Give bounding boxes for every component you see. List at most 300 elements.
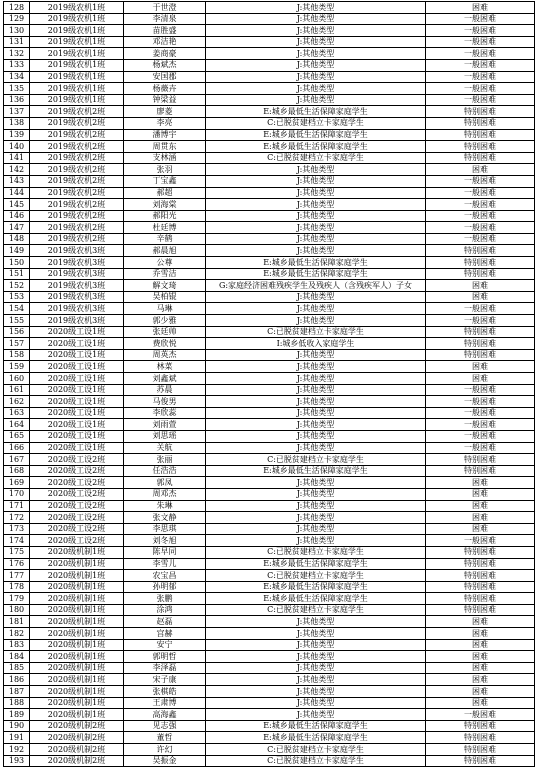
table-row [4, 744, 535, 756]
table-row [4, 546, 535, 558]
row-number-cell: 132 [4, 48, 30, 60]
name-cell: 孙明郁 [124, 581, 206, 593]
category-cell: J:其他类型 [206, 222, 426, 234]
name-cell: 杨斌杰 [124, 59, 206, 71]
difficulty-level-cell: 特别困难 [426, 755, 535, 767]
row-number-cell: 183 [4, 639, 30, 651]
class-cell: 2019级农机1班 [30, 48, 124, 60]
table-row [4, 581, 535, 593]
difficulty-level-cell: 一般困难 [426, 199, 535, 211]
row-number-cell: 142 [4, 164, 30, 176]
table-row [4, 396, 535, 408]
row-number-cell: 135 [4, 83, 30, 95]
name-cell: 郝超 [124, 187, 206, 199]
row-number-cell: 192 [4, 744, 30, 756]
category-cell: C:已脱贫建档立卡家庭学生 [206, 117, 426, 129]
difficulty-level-cell: 一般困难 [426, 233, 535, 245]
row-number-cell: 153 [4, 291, 30, 303]
name-cell: 林菜 [124, 361, 206, 373]
difficulty-level-cell: 一般困难 [426, 396, 535, 408]
difficulty-level-cell: 一般困难 [426, 25, 535, 37]
name-cell: 刘海棠 [124, 199, 206, 211]
class-cell: 2020级工设2班 [30, 465, 124, 477]
name-cell: 安国郡 [124, 71, 206, 83]
difficulty-level-cell: 一般困难 [426, 83, 535, 95]
difficulty-level-cell: 特别困难 [426, 604, 535, 616]
row-number-cell: 175 [4, 546, 30, 558]
difficulty-level-cell: 困难 [426, 477, 535, 489]
name-cell: 关航 [124, 442, 206, 454]
name-cell: 费欣悦 [124, 338, 206, 350]
name-cell: 周英杰 [124, 349, 206, 361]
table-row [4, 141, 535, 153]
class-cell: 2020级工设2班 [30, 500, 124, 512]
class-cell: 2019级农机2班 [30, 141, 124, 153]
category-cell: C:已脱贫建档立卡家庭学生 [206, 326, 426, 338]
table-row [4, 442, 535, 454]
row-number-cell: 154 [4, 303, 30, 315]
row-number-cell: 141 [4, 152, 30, 164]
difficulty-level-cell: 特别困难 [426, 581, 535, 593]
row-number-cell: 134 [4, 71, 30, 83]
category-cell: J:其他类型 [206, 628, 426, 640]
table-row [4, 233, 535, 245]
row-number-cell: 138 [4, 117, 30, 129]
row-number-cell: 128 [4, 2, 30, 14]
table-row [4, 13, 535, 25]
class-cell: 2019级农机3班 [30, 268, 124, 280]
class-cell: 2020级机制2班 [30, 732, 124, 744]
table-row [4, 488, 535, 500]
class-cell: 2020级机制1班 [30, 709, 124, 721]
row-number-cell: 139 [4, 129, 30, 141]
name-cell: 马琳 [124, 303, 206, 315]
category-cell: E:城乡最低生活保障家庭学生 [206, 106, 426, 118]
table-row [4, 175, 535, 187]
difficulty-level-cell: 特别困难 [426, 245, 535, 257]
table-row [4, 373, 535, 385]
name-cell: 廖菱 [124, 106, 206, 118]
name-cell: 张棋皓 [124, 686, 206, 698]
name-cell: 刘鑫斌 [124, 373, 206, 385]
category-cell: J:其他类型 [206, 303, 426, 315]
difficulty-level-cell: 特别困难 [426, 465, 535, 477]
row-number-cell: 189 [4, 709, 30, 721]
difficulty-level-cell: 一般困难 [426, 94, 535, 106]
table-row [4, 454, 535, 466]
class-cell: 2020级机制1班 [30, 686, 124, 698]
class-cell: 2020级工设1班 [30, 407, 124, 419]
category-cell: J:其他类型 [206, 349, 426, 361]
name-cell: 郭明哲 [124, 651, 206, 663]
category-cell: J:其他类型 [206, 442, 426, 454]
category-cell: J:其他类型 [206, 430, 426, 442]
difficulty-level-cell: 困难 [426, 616, 535, 628]
name-cell: 郝晨旭 [124, 245, 206, 257]
name-cell: 杜廷博 [124, 222, 206, 234]
category-cell: J:其他类型 [206, 83, 426, 95]
difficulty-level-cell: 特别困难 [426, 454, 535, 466]
name-cell: 郝阳光 [124, 210, 206, 222]
difficulty-level-cell: 特别困难 [426, 141, 535, 153]
difficulty-level-cell: 一般困难 [426, 315, 535, 327]
class-cell: 2019级农机1班 [30, 71, 124, 83]
name-cell: 公尊 [124, 257, 206, 269]
class-cell: 2020级机制1班 [30, 674, 124, 686]
table-row [4, 604, 535, 616]
name-cell: 任浩浩 [124, 465, 206, 477]
name-cell: 邓洁艳 [124, 36, 206, 48]
table-row [4, 570, 535, 582]
table-row [4, 94, 535, 106]
name-cell: 马俊男 [124, 396, 206, 408]
category-cell: E:城乡最低生活保障家庭学生 [206, 129, 426, 141]
class-cell: 2020级工设1班 [30, 430, 124, 442]
difficulty-level-cell: 困难 [426, 639, 535, 651]
class-cell: 2020级机制1班 [30, 546, 124, 558]
name-cell: 李清泉 [124, 13, 206, 25]
category-cell: I:城乡低收入家庭学生 [206, 338, 426, 350]
student-aid-table [3, 1, 535, 767]
class-cell: 2019级农机2班 [30, 129, 124, 141]
difficulty-level-cell: 一般困难 [426, 175, 535, 187]
difficulty-level-cell: 一般困难 [426, 59, 535, 71]
difficulty-level-cell: 特别困难 [426, 106, 535, 118]
category-cell: J:其他类型 [206, 291, 426, 303]
category-cell: J:其他类型 [206, 396, 426, 408]
class-cell: 2020级工设2班 [30, 477, 124, 489]
row-number-cell: 130 [4, 25, 30, 37]
row-number-cell: 177 [4, 570, 30, 582]
name-cell: 董哲 [124, 732, 206, 744]
row-number-cell: 178 [4, 581, 30, 593]
difficulty-level-cell: 一般困难 [426, 442, 535, 454]
row-number-cell: 184 [4, 651, 30, 663]
category-cell: J:其他类型 [206, 25, 426, 37]
row-number-cell: 186 [4, 674, 30, 686]
table-row [4, 500, 535, 512]
name-cell: 潘博宇 [124, 129, 206, 141]
difficulty-level-cell: 困难 [426, 686, 535, 698]
row-number-cell: 157 [4, 338, 30, 350]
class-cell: 2019级农机1班 [30, 2, 124, 14]
row-number-cell: 159 [4, 361, 30, 373]
difficulty-level-cell: 困难 [426, 697, 535, 709]
name-cell: 赵磊 [124, 616, 206, 628]
class-cell: 2019级农机1班 [30, 94, 124, 106]
category-cell: J:其他类型 [206, 697, 426, 709]
name-cell: 李泽磊 [124, 662, 206, 674]
class-cell: 2019级农机1班 [30, 59, 124, 71]
table-row [4, 651, 535, 663]
category-cell: J:其他类型 [206, 13, 426, 25]
class-cell: 2019级农机2班 [30, 175, 124, 187]
category-cell: E:城乡最低生活保障家庭学生 [206, 720, 426, 732]
table-row [4, 315, 535, 327]
class-cell: 2020级工设2班 [30, 488, 124, 500]
class-cell: 2019级农机2班 [30, 222, 124, 234]
name-cell: 高海鑫 [124, 709, 206, 721]
class-cell: 2020级机制1班 [30, 581, 124, 593]
category-cell: J:其他类型 [206, 419, 426, 431]
table-row [4, 129, 535, 141]
category-cell: J:其他类型 [206, 36, 426, 48]
table-row [4, 222, 535, 234]
difficulty-level-cell: 困难 [426, 280, 535, 292]
difficulty-level-cell: 一般困难 [426, 71, 535, 83]
class-cell: 2020级工设2班 [30, 523, 124, 535]
name-cell: 周邓杰 [124, 488, 206, 500]
class-cell: 2020级工设1班 [30, 349, 124, 361]
category-cell: J:其他类型 [206, 175, 426, 187]
category-cell: J:其他类型 [206, 233, 426, 245]
class-cell: 2019级农机1班 [30, 13, 124, 25]
category-cell: E:城乡最低生活保障家庭学生 [206, 558, 426, 570]
row-number-cell: 145 [4, 199, 30, 211]
difficulty-level-cell: 一般困难 [426, 303, 535, 315]
table-row [4, 245, 535, 257]
difficulty-level-cell: 特别困难 [426, 152, 535, 164]
table-row [4, 697, 535, 709]
class-cell: 2020级机制2班 [30, 720, 124, 732]
category-cell: J:其他类型 [206, 245, 426, 257]
category-cell: J:其他类型 [206, 639, 426, 651]
name-cell: 涂鸿 [124, 604, 206, 616]
category-cell: J:其他类型 [206, 523, 426, 535]
class-cell: 2020级机制2班 [30, 744, 124, 756]
class-cell: 2019级农机2班 [30, 199, 124, 211]
class-cell: 2020级工设1班 [30, 373, 124, 385]
table-row [4, 407, 535, 419]
category-cell: J:其他类型 [206, 512, 426, 524]
category-cell: J:其他类型 [206, 187, 426, 199]
category-cell: J:其他类型 [206, 2, 426, 14]
class-cell: 2020级工设1班 [30, 396, 124, 408]
table-row [4, 71, 535, 83]
difficulty-level-cell: 特别困难 [426, 546, 535, 558]
category-cell: C:已脱贫建档立卡家庭学生 [206, 454, 426, 466]
name-cell: 支林涵 [124, 152, 206, 164]
class-cell: 2019级农机2班 [30, 164, 124, 176]
difficulty-level-cell: 困难 [426, 512, 535, 524]
difficulty-level-cell: 困难 [426, 651, 535, 663]
category-cell: J:其他类型 [206, 94, 426, 106]
category-cell: J:其他类型 [206, 361, 426, 373]
row-number-cell: 182 [4, 628, 30, 640]
difficulty-level-cell: 特别困难 [426, 338, 535, 350]
row-number-cell: 160 [4, 373, 30, 385]
row-number-cell: 187 [4, 686, 30, 698]
difficulty-level-cell: 一般困难 [426, 210, 535, 222]
class-cell: 2020级机制1班 [30, 651, 124, 663]
category-cell: J:其他类型 [206, 674, 426, 686]
category-cell: J:其他类型 [206, 210, 426, 222]
category-cell: J:其他类型 [206, 488, 426, 500]
row-number-cell: 171 [4, 500, 30, 512]
category-cell: J:其他类型 [206, 662, 426, 674]
name-cell: 张廷帅 [124, 326, 206, 338]
difficulty-level-cell: 困难 [426, 662, 535, 674]
category-cell: J:其他类型 [206, 373, 426, 385]
category-cell: J:其他类型 [206, 315, 426, 327]
row-number-cell: 137 [4, 106, 30, 118]
difficulty-level-cell: 困难 [426, 500, 535, 512]
row-number-cell: 190 [4, 720, 30, 732]
row-number-cell: 149 [4, 245, 30, 257]
table-row [4, 674, 535, 686]
name-cell: 农宝昌 [124, 570, 206, 582]
row-number-cell: 173 [4, 523, 30, 535]
name-cell: 辛鹤 [124, 233, 206, 245]
class-cell: 2019级农机3班 [30, 291, 124, 303]
category-cell: J:其他类型 [206, 384, 426, 396]
difficulty-level-cell: 特别困难 [426, 720, 535, 732]
table-row [4, 709, 535, 721]
class-cell: 2019级农机1班 [30, 25, 124, 37]
difficulty-level-cell: 一般困难 [426, 13, 535, 25]
table-row [4, 732, 535, 744]
difficulty-level-cell: 一般困难 [426, 535, 535, 547]
name-cell: 张丽 [124, 454, 206, 466]
name-cell: 宫赫 [124, 628, 206, 640]
table-row [4, 268, 535, 280]
category-cell: J:其他类型 [206, 686, 426, 698]
difficulty-level-cell: 一般困难 [426, 430, 535, 442]
table-row [4, 419, 535, 431]
name-cell: 刘雨萱 [124, 419, 206, 431]
category-cell: C:已脱贫建档立卡家庭学生 [206, 546, 426, 558]
row-number-cell: 172 [4, 512, 30, 524]
category-cell: J:其他类型 [206, 500, 426, 512]
table-row [4, 477, 535, 489]
category-cell: J:其他类型 [206, 535, 426, 547]
row-number-cell: 164 [4, 419, 30, 431]
class-cell: 2020级机制1班 [30, 593, 124, 605]
category-cell: E:城乡最低生活保障家庭学生 [206, 268, 426, 280]
name-cell: 陈早同 [124, 546, 206, 558]
class-cell: 2020级工设2班 [30, 512, 124, 524]
difficulty-level-cell: 一般困难 [426, 36, 535, 48]
class-cell: 2019级农机1班 [30, 83, 124, 95]
name-cell: 刘思瑶 [124, 430, 206, 442]
category-cell: C:已脱贫建档立卡家庭学生 [206, 152, 426, 164]
class-cell: 2020级机制1班 [30, 628, 124, 640]
class-cell: 2020级机制1班 [30, 570, 124, 582]
difficulty-level-cell: 困难 [426, 628, 535, 640]
difficulty-level-cell: 特别困难 [426, 349, 535, 361]
category-cell: J:其他类型 [206, 199, 426, 211]
row-number-cell: 136 [4, 94, 30, 106]
row-number-cell: 161 [4, 384, 30, 396]
difficulty-level-cell: 特别困难 [426, 593, 535, 605]
category-cell: J:其他类型 [206, 651, 426, 663]
difficulty-level-cell: 困难 [426, 2, 535, 14]
row-number-cell: 168 [4, 465, 30, 477]
class-cell: 2019级农机3班 [30, 303, 124, 315]
name-cell: 苗胜盛 [124, 25, 206, 37]
table-row [4, 48, 535, 60]
table-row [4, 512, 535, 524]
class-cell: 2020级机制1班 [30, 662, 124, 674]
table-row [4, 83, 535, 95]
name-cell: 于世澄 [124, 2, 206, 14]
row-number-cell: 169 [4, 477, 30, 489]
name-cell: 李欣蕊 [124, 407, 206, 419]
row-number-cell: 140 [4, 141, 30, 153]
class-cell: 2020级机制1班 [30, 558, 124, 570]
name-cell: 杨薇卉 [124, 83, 206, 95]
table-row [4, 349, 535, 361]
table-row [4, 210, 535, 222]
name-cell: 刘冬旭 [124, 535, 206, 547]
row-number-cell: 170 [4, 488, 30, 500]
row-number-cell: 188 [4, 697, 30, 709]
name-cell: 张羽 [124, 164, 206, 176]
category-cell: E:城乡最低生活保障家庭学生 [206, 581, 426, 593]
category-cell: J:其他类型 [206, 407, 426, 419]
class-cell: 2020级工设1班 [30, 338, 124, 350]
difficulty-level-cell: 一般困难 [426, 709, 535, 721]
name-cell: 乔雪洁 [124, 268, 206, 280]
row-number-cell: 144 [4, 187, 30, 199]
table-row [4, 662, 535, 674]
row-number-cell: 143 [4, 175, 30, 187]
table-row [4, 628, 535, 640]
row-number-cell: 158 [4, 349, 30, 361]
class-cell: 2020级机制1班 [30, 697, 124, 709]
class-cell: 2019级农机2班 [30, 106, 124, 118]
class-cell: 2020级工设1班 [30, 361, 124, 373]
name-cell: 李思琪 [124, 523, 206, 535]
difficulty-level-cell: 一般困难 [426, 187, 535, 199]
name-cell: 吴振金 [124, 755, 206, 767]
category-cell: E:城乡最低生活保障家庭学生 [206, 732, 426, 744]
category-cell: E:城乡最低生活保障家庭学生 [206, 593, 426, 605]
table-row [4, 164, 535, 176]
category-cell: C:已脱贫建档立卡家庭学生 [206, 755, 426, 767]
table-row [4, 187, 535, 199]
class-cell: 2019级农机2班 [30, 187, 124, 199]
class-cell: 2019级农机2班 [30, 117, 124, 129]
difficulty-level-cell: 特别困难 [426, 257, 535, 269]
category-cell: J:其他类型 [206, 59, 426, 71]
table-row [4, 720, 535, 732]
row-number-cell: 162 [4, 396, 30, 408]
table-row [4, 384, 535, 396]
row-number-cell: 131 [4, 36, 30, 48]
class-cell: 2020级工设1班 [30, 384, 124, 396]
table-row [4, 523, 535, 535]
class-cell: 2020级机制1班 [30, 639, 124, 651]
name-cell: 王肃博 [124, 697, 206, 709]
difficulty-level-cell: 困难 [426, 523, 535, 535]
table-row [4, 257, 535, 269]
name-cell: 张鹏 [124, 593, 206, 605]
category-cell: J:其他类型 [206, 164, 426, 176]
difficulty-level-cell: 特别困难 [426, 326, 535, 338]
row-number-cell: 191 [4, 732, 30, 744]
category-cell: J:其他类型 [206, 48, 426, 60]
table-row [4, 326, 535, 338]
class-cell: 2019级农机2班 [30, 210, 124, 222]
row-number-cell: 152 [4, 280, 30, 292]
difficulty-level-cell: 困难 [426, 373, 535, 385]
table-row [4, 25, 535, 37]
class-cell: 2020级机制1班 [30, 604, 124, 616]
category-cell: J:其他类型 [206, 71, 426, 83]
name-cell: 李雪儿 [124, 558, 206, 570]
difficulty-level-cell: 一般困难 [426, 48, 535, 60]
